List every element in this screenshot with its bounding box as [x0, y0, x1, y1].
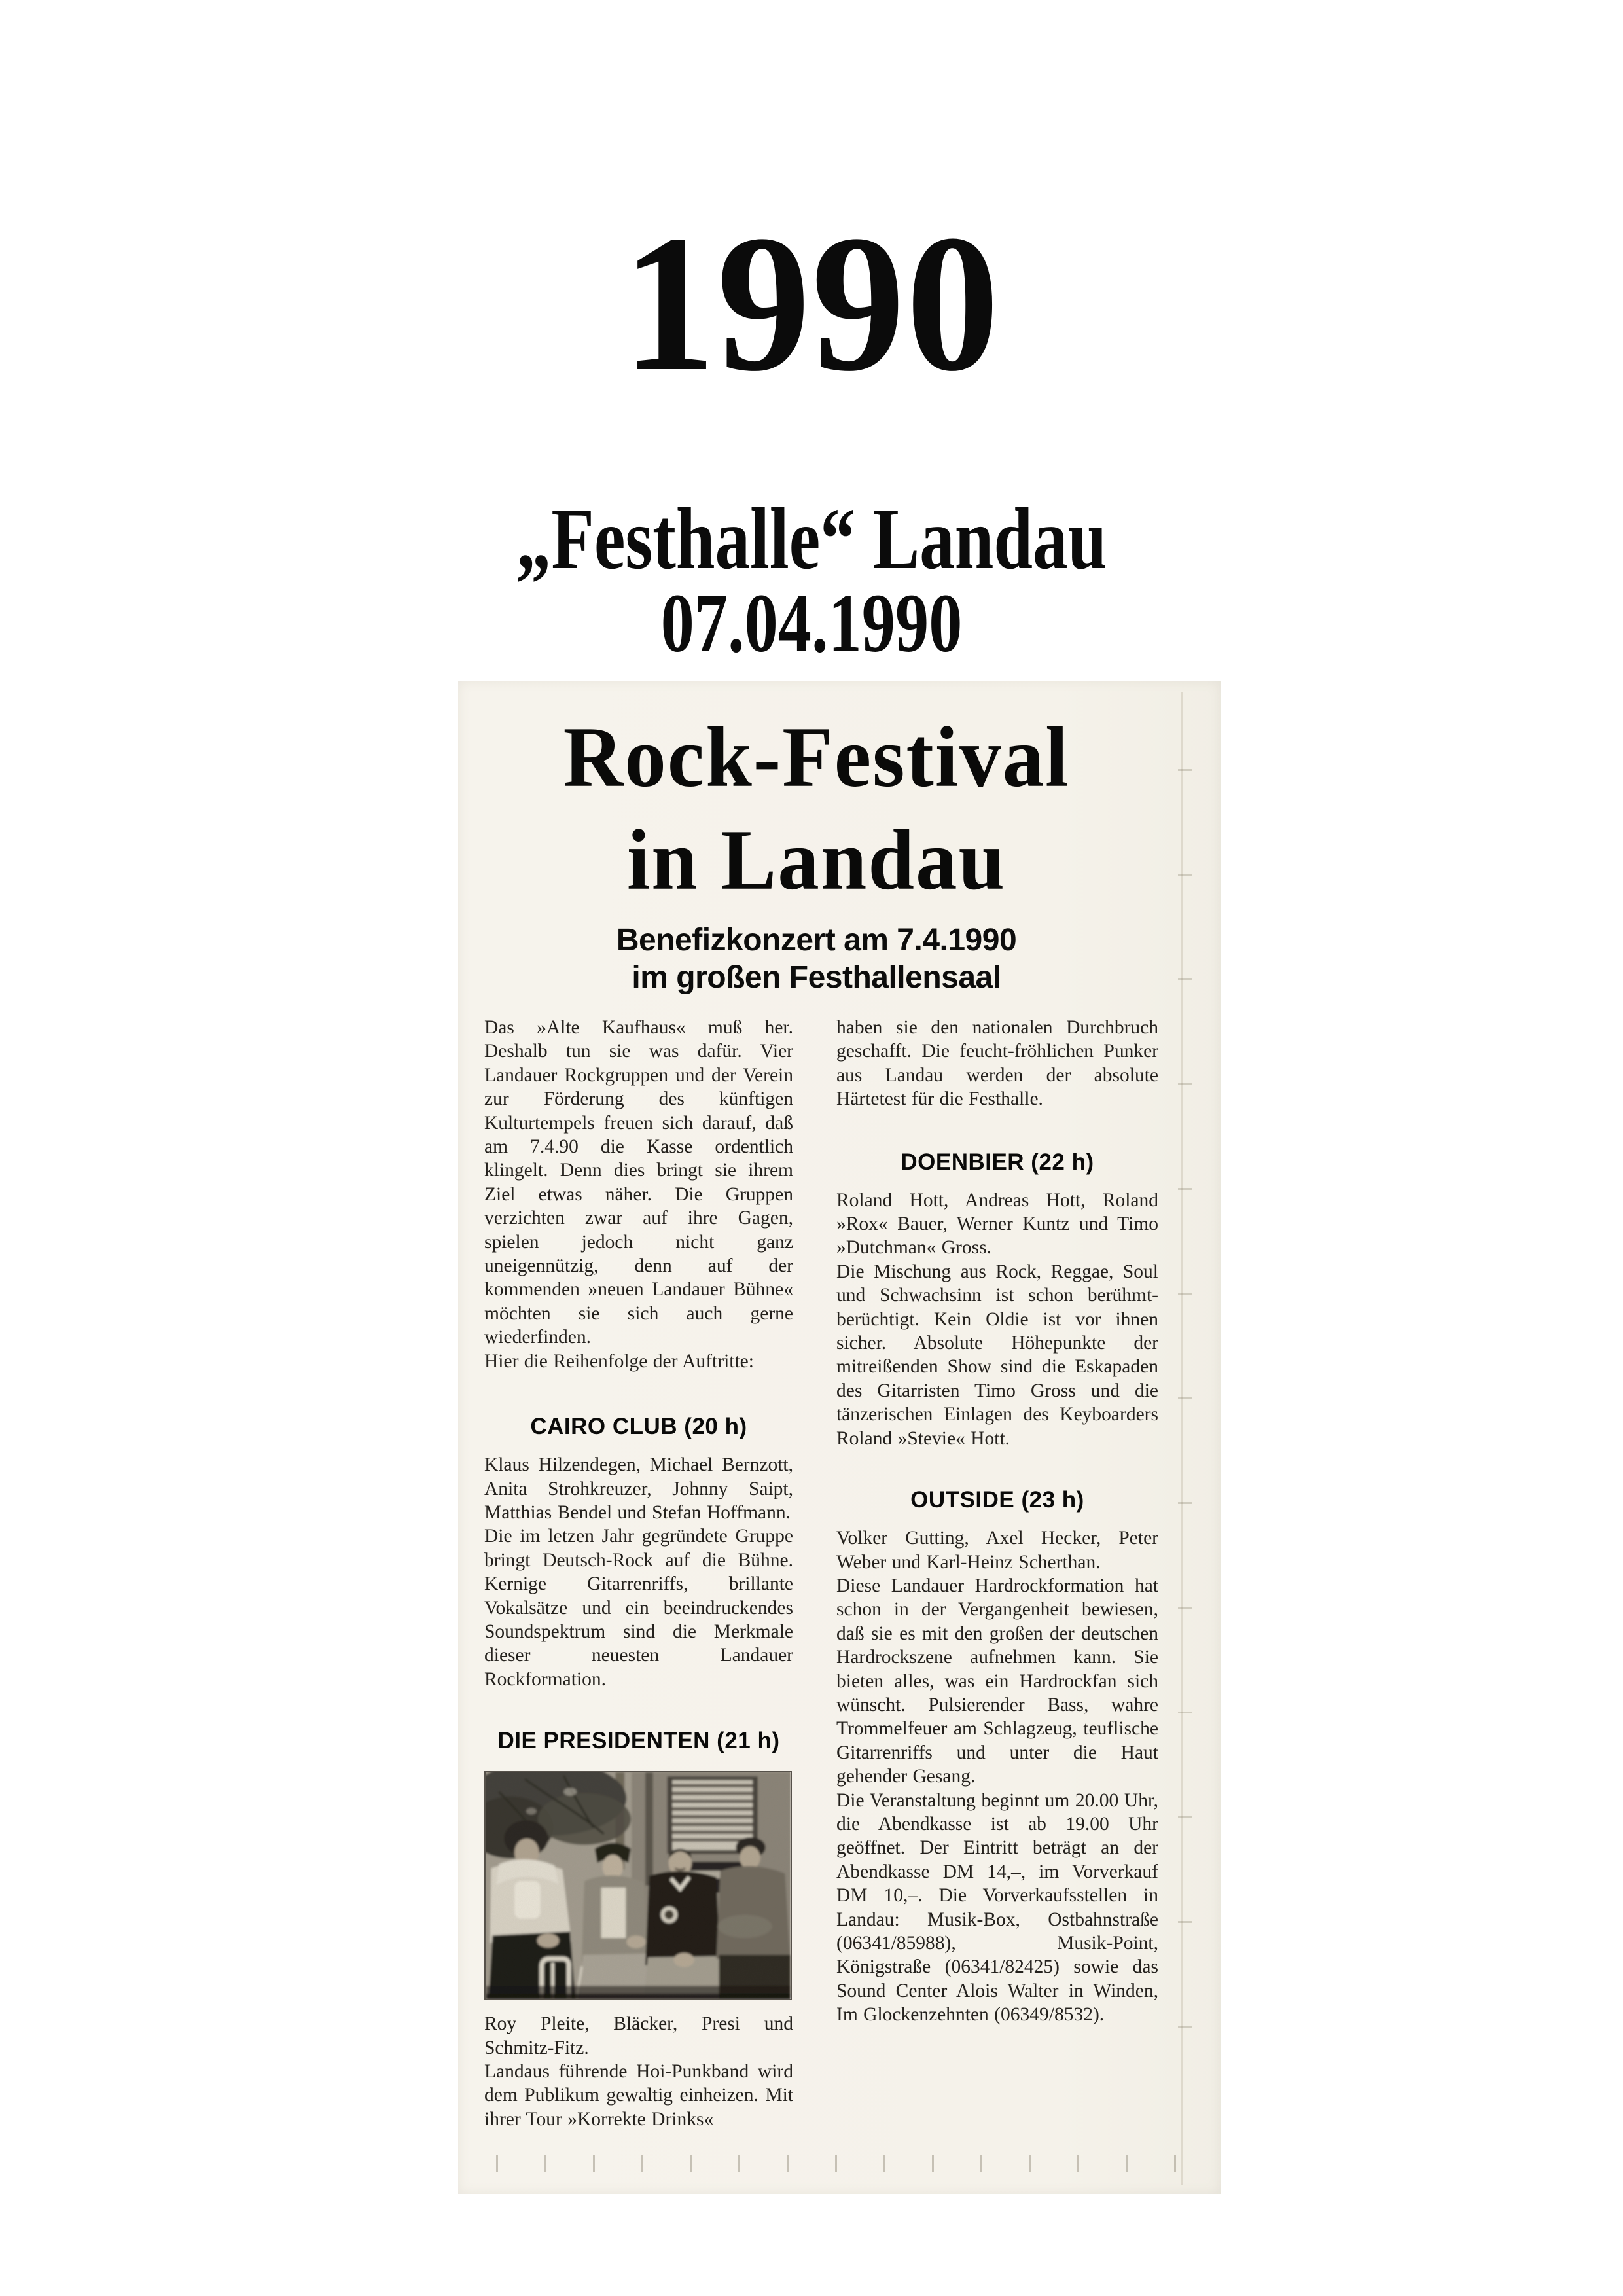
right-tick: [1178, 1502, 1192, 1504]
photo-caption-names: Roy Pleite, Bläcker, Presi und Schmitz-Fitz.: [484, 2013, 793, 2058]
right-tick: [1178, 1712, 1192, 1713]
cairo-club-description: Die im letzen Jahr gegründete Gruppe bringt Deutsch-Rock auf die Bühne. Kernige Gitarrenriffs, brillante Vokalsätze und ein beeindruckendes Soundspektrum sind die Merkmale dieser neuesten Landauer Rockformation.: [484, 1526, 793, 1690]
event-info-paragraph: Die Veranstaltung beginnt um 20.00 Uhr, die Abendkasse ist ab 19.00 Uhr geöffnet. Der Eintritt beträgt an der Abendkasse DM 14,–, im Vorverkauf DM 10,–. Die Vorverkaufsstellen in Landau: Musik-Box, Ostbahnstraße (06341/85988), Musik-Point, Königstraße (06341/82425) sowie das Sound Center Alois Walter in Winden, Im Glockenzehnten (06349/8532).: [836, 1789, 1158, 2026]
scan-fold-line: [1181, 692, 1183, 2185]
year-title: 1990: [622, 194, 1001, 412]
right-tick: [1178, 978, 1192, 980]
right-tick: [1178, 2026, 1192, 2028]
doenbier-description: Die Mischung aus Rock, Reggae, Soul und Schwachsinn ist schon berühmt-berüchtigt. Kein Oldie ist vor ihnen sicher. Absolute Höhepunkte der mitreißenden Show sind die Eskapaden des Gitarristen Timo Gross und die tänzerischen Einlagen des Keyboarders Roland »Stevie« Hott.: [836, 1261, 1158, 1449]
bottom-tick: [835, 2155, 837, 2172]
article-subhead: [458, 922, 1175, 996]
outside-description: Diese Landauer Hardrockformation hat schon in der Vergangenheit bewiesen, daß sie es mit den großen der deutschen Hardrockszene aufnehmen kann. Sie bieten alles, was ein Hardrockfan sich wünscht. Pulsierender Bass, wahre Trommelfeuer am Schlagzeug, teuflische Gitarrenriffs und unter die Haut gehender Gesang.: [836, 1575, 1158, 1787]
band-photo-image: [484, 1771, 792, 2000]
right-tick: [1178, 874, 1192, 876]
bottom-tick: [496, 2155, 498, 2172]
right-column: [836, 1016, 1158, 2131]
article-columns: [484, 1016, 1221, 2131]
bottom-tick: [544, 2155, 546, 2172]
band-photo: [484, 1771, 792, 2000]
right-tick: [1178, 1293, 1192, 1295]
bottom-tick: [787, 2155, 789, 2172]
bottom-tick: [738, 2155, 740, 2172]
bottom-tick: [690, 2155, 692, 2172]
right-tick: [1178, 1607, 1192, 1609]
presidenten-continuation: haben sie den nationalen Durchbruch geschafft. Die feucht-fröhlichen Punker aus Landau werden der absolute Härtetest für die Festhalle.: [836, 1017, 1158, 1110]
article-headline: [458, 704, 1175, 910]
bottom-tick: [980, 2155, 982, 2172]
bottom-tick: [1077, 2155, 1079, 2172]
left-column: [484, 1016, 793, 2131]
cairo-club-members: Klaus Hilzendegen, Michael Bernzott, Anita Strohkreuzer, Johnny Saipt, Matthias Bendel und Stefan Hoffmann.: [484, 1454, 793, 1523]
lineup-lead-in: Hier die Reihenfolge der Auftritte:: [484, 1350, 754, 1372]
outside-members: Volker Gutting, Axel Hecker, Peter Weber und Karl-Heinz Scherthan.: [836, 1528, 1158, 1573]
photo-caption-text: Landaus führende Hoi-Punkband wird dem Publikum gewaltig einheizen. Mit ihrer Tour »Korrekte Drinks«: [484, 2060, 793, 2130]
doenbier-members: Roland Hott, Andreas Hott, Roland »Rox« Bauer, Werner Kuntz und Timo »Dutchman« Gross.: [836, 1189, 1158, 1259]
bottom-tick: [1029, 2155, 1031, 2172]
right-tick: [1178, 1188, 1192, 1190]
right-tick: [1178, 1083, 1192, 1085]
venue-title: „Festhalle“ Landau: [516, 490, 1107, 587]
bottom-tick: [593, 2155, 595, 2172]
bottom-tick: [1126, 2155, 1128, 2172]
bottom-tick: [932, 2155, 934, 2172]
right-tick: [1178, 1816, 1192, 1818]
bottom-tick: [1174, 2155, 1176, 2172]
band-header-cairo-club: CAIRO CLUB (20 h): [530, 1414, 747, 1440]
intro-paragraph: Das »Alte Kaufhaus« muß her. Deshalb tun sie was dafür. Vier Landauer Rockgruppen und der Verein zur Förderung des künftigen Kulturtempels freuen sich darauf, daß am 7.4.90 die Kasse ordentlich klingelt. Denn dies bringt sie ihrem Ziel etwas näher. Die Gruppen verzichten zwar auf ihre Gagen, spielen jedoch nicht ganz uneigennützig, denn auf der kommenden »neuen Landauer Bühne« möchten sie sich auch gerne wiederfinden.: [484, 1017, 793, 1348]
right-tick: [1178, 769, 1192, 771]
subhead-line-2: im großen Festhallensaal: [632, 960, 1001, 995]
headline-line-2: in Landau: [626, 812, 1007, 908]
band-header-doenbier: DOENBIER (22 h): [901, 1149, 1094, 1175]
band-header-outside: OUTSIDE (23 h): [910, 1487, 1084, 1513]
bottom-tick: [641, 2155, 643, 2172]
bottom-tick: [883, 2155, 885, 2172]
subhead-line-1: Benefizkonzert am 7.4.1990: [616, 923, 1017, 958]
right-tick: [1178, 1397, 1192, 1399]
band-header-die-presidenten: DIE PRESIDENTEN (21 h): [497, 1728, 780, 1754]
newspaper-clipping: [458, 681, 1221, 2194]
headline-line-1: Rock-Festival: [563, 709, 1070, 805]
date-title: 07.04.1990: [660, 577, 963, 670]
right-tick: [1178, 1921, 1192, 1923]
